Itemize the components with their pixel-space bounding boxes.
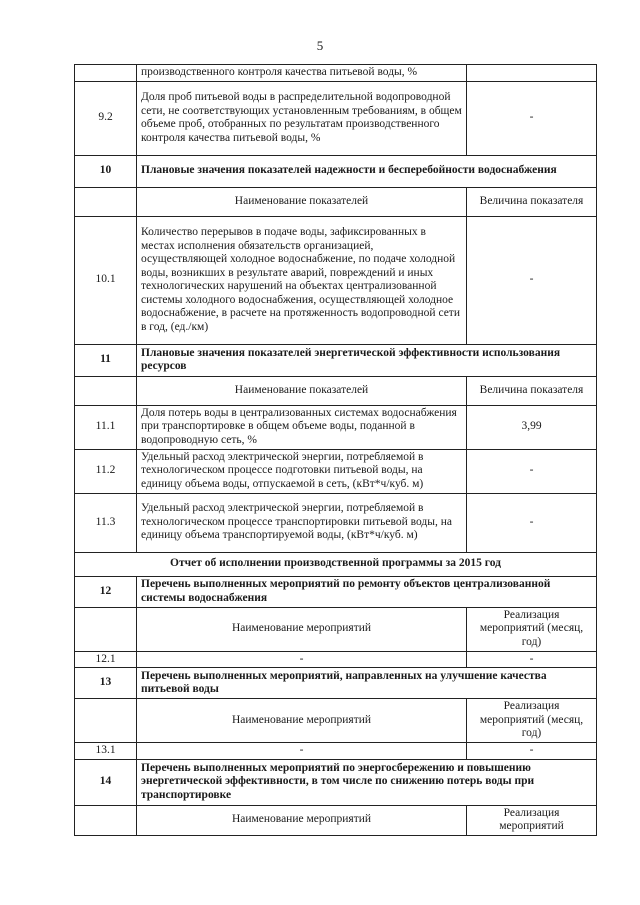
indicator-value: - bbox=[467, 81, 597, 155]
page-number: 5 bbox=[316, 38, 324, 53]
column-header-value: Реализация мероприятий (месяц, год) bbox=[467, 607, 597, 651]
column-header-name: Наименование показателей bbox=[137, 187, 467, 216]
row-number bbox=[75, 65, 137, 82]
indicator-name: Удельный расход электрической энергии, потребляемой в технологическом процессе транспортировки питьевой воды, на единицу объема транспортируемой воды, (кВт*ч/куб. м) bbox=[137, 493, 467, 552]
indicator-value: 3,99 bbox=[467, 405, 597, 449]
indicators-table bbox=[74, 64, 597, 836]
table-row bbox=[75, 81, 597, 155]
report-title-row bbox=[75, 552, 597, 576]
report-title: Отчет об исполнении производственной программы за 2015 год bbox=[75, 552, 597, 576]
indicator-value: - bbox=[467, 493, 597, 552]
column-header-name: Наименование мероприятий bbox=[137, 607, 467, 651]
table-row bbox=[75, 449, 597, 493]
header-row bbox=[75, 376, 597, 405]
table-row bbox=[75, 216, 597, 344]
section-title: Перечень выполненных мероприятий по энергосбережению и повышению энергетической эффективности, в том числе по снижению потерь воды при транспортировке bbox=[137, 759, 597, 805]
empty-cell bbox=[75, 805, 137, 835]
column-header-name: Наименование мероприятий bbox=[137, 805, 467, 835]
section-title: Плановые значения показателей энергетической эффективности использования ресурсов bbox=[137, 344, 597, 376]
section-row bbox=[75, 344, 597, 376]
indicator-name: Доля потерь воды в централизованных системах водоснабжения при транспортировке в общем объеме воды, поданной в водопроводную сеть, % bbox=[137, 405, 467, 449]
indicator-value: - bbox=[467, 449, 597, 493]
section-row bbox=[75, 576, 597, 607]
measure-date: - bbox=[467, 743, 597, 760]
empty-cell bbox=[75, 376, 137, 405]
header-row bbox=[75, 805, 597, 835]
section-title: Плановые значения показателей надежности и бесперебойности водоснабжения bbox=[137, 155, 597, 187]
indicator-name: Удельный расход электрической энергии, потребляемой в технологическом процессе подготовки питьевой воды, на единицу объема воды, отпускаемой в сеть, (кВт*ч/куб. м) bbox=[137, 449, 467, 493]
indicator-name: Количество перерывов в подаче воды, зафиксированных в местах исполнения обязательств организацией, осуществляющей холодное водоснабжение, по подаче холодной воды, возникших в результате аварий, повреждений и иных технологических нарушений на объектах централизованной системы холодного водоснабжения, осуществляющей холодное водоснабжение, в расчете на протяженность водопроводной сети в год, (ед./км) bbox=[137, 216, 467, 344]
table-row bbox=[75, 493, 597, 552]
table-row bbox=[75, 405, 597, 449]
indicator-name: производственного контроля качества питьевой воды, % bbox=[137, 65, 467, 82]
row-number: 13.1 bbox=[75, 743, 137, 760]
indicator-value bbox=[467, 65, 597, 82]
header-row bbox=[75, 607, 597, 651]
section-number: 14 bbox=[75, 759, 137, 805]
empty-cell bbox=[75, 187, 137, 216]
empty-cell bbox=[75, 607, 137, 651]
row-number: 11.3 bbox=[75, 493, 137, 552]
indicator-value: - bbox=[467, 216, 597, 344]
row-number: 9.2 bbox=[75, 81, 137, 155]
measure-name: - bbox=[137, 651, 467, 668]
column-header-name: Наименование показателей bbox=[137, 376, 467, 405]
column-header-value: Величина показателя bbox=[467, 376, 597, 405]
section-title: Перечень выполненных мероприятий, направленных на улучшение качества питьевой воды bbox=[137, 668, 597, 699]
section-number: 10 bbox=[75, 155, 137, 187]
column-header-value: Величина показателя bbox=[467, 187, 597, 216]
table-row bbox=[75, 743, 597, 760]
section-number: 13 bbox=[75, 668, 137, 699]
indicator-name: Доля проб питьевой воды в распределительной водопроводной сети, не соответствующих установленным требованиям, в общем объеме проб, отобранных по результатам производственного контроля качества питьевой воды, % bbox=[137, 81, 467, 155]
section-number: 12 bbox=[75, 576, 137, 607]
row-number: 11.1 bbox=[75, 405, 137, 449]
row-number: 10.1 bbox=[75, 216, 137, 344]
table-row bbox=[75, 65, 597, 82]
header-row bbox=[75, 187, 597, 216]
header-row bbox=[75, 699, 597, 743]
empty-cell bbox=[75, 699, 137, 743]
section-title: Перечень выполненных мероприятий по ремонту объектов централизованной системы водоснабжения bbox=[137, 576, 597, 607]
section-number: 11 bbox=[75, 344, 137, 376]
column-header-name: Наименование мероприятий bbox=[137, 699, 467, 743]
measure-name: - bbox=[137, 743, 467, 760]
table-row bbox=[75, 651, 597, 668]
column-header-value: Реализация мероприятий (месяц, год) bbox=[467, 699, 597, 743]
row-number: 11.2 bbox=[75, 449, 137, 493]
section-row bbox=[75, 759, 597, 805]
row-number: 12.1 bbox=[75, 651, 137, 668]
section-row bbox=[75, 155, 597, 187]
column-header-value: Реализация мероприятий bbox=[467, 805, 597, 835]
measure-date: - bbox=[467, 651, 597, 668]
section-row bbox=[75, 668, 597, 699]
